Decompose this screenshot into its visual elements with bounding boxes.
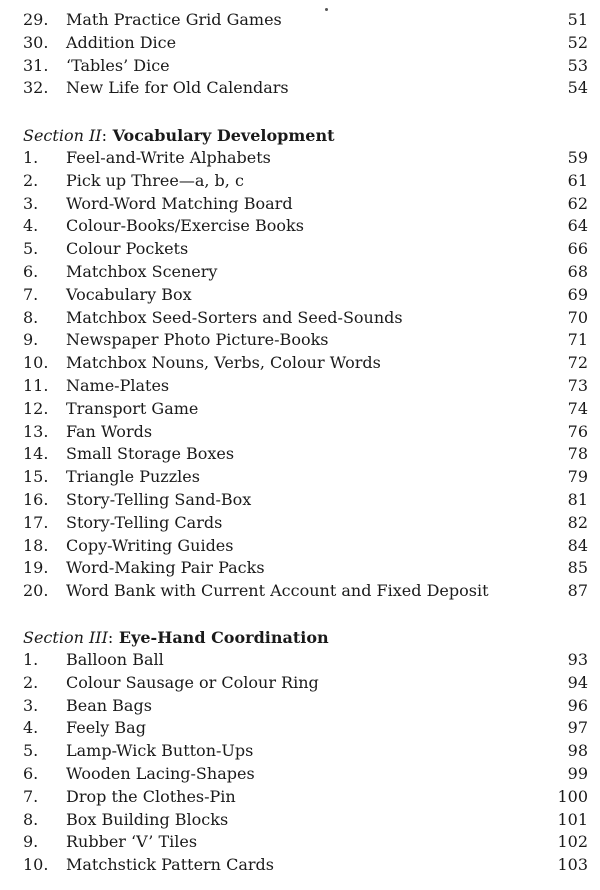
entry-page-number: 64	[567, 216, 588, 236]
entry-number: 7.	[23, 786, 39, 806]
entry-page-number: 66	[567, 239, 588, 259]
entry-title: Box Building Blocks	[66, 809, 229, 829]
entry-title: Small Storage Boxes	[66, 444, 235, 464]
toc-entry	[0, 763, 600, 786]
entry-title: ‘Tables’ Dice	[66, 55, 170, 75]
entry-title: Matchstick Pattern Cards	[66, 855, 274, 875]
entry-number: 18.	[23, 535, 49, 555]
entry-page-number: 79	[567, 467, 588, 487]
toc-entry	[0, 170, 600, 193]
toc-entry	[0, 809, 600, 832]
entry-title: Bean Bags	[66, 695, 152, 715]
entry-number: 10.	[23, 353, 49, 373]
section-label: Section III	[23, 628, 108, 647]
section-title: Vocabulary Development	[107, 126, 335, 145]
section-heading	[0, 124, 600, 147]
entry-page-number: 81	[567, 489, 588, 509]
entry-title: Word-Making Pair Packs	[66, 558, 265, 578]
toc-entry	[0, 352, 600, 375]
entry-number: 1.	[23, 650, 39, 669]
toc-entry	[0, 329, 600, 352]
toc-entry	[0, 147, 600, 170]
section-title: Eye-Hand Coordination	[113, 628, 329, 647]
entry-page-number: 87	[567, 581, 588, 601]
toc-entry	[0, 32, 600, 55]
entry-number: 6.	[23, 763, 39, 783]
toc-entry	[0, 466, 600, 489]
toc-entry	[0, 695, 600, 718]
vocabulary-list	[0, 147, 600, 603]
entry-number: 4.	[23, 718, 39, 738]
section-label: Section II	[23, 126, 102, 145]
entry-title: Fan Words	[66, 421, 153, 441]
entry-number: 9.	[23, 330, 39, 350]
entry-page-number: 101	[557, 809, 588, 829]
entry-page-number: 99	[567, 763, 588, 783]
toc-entry	[0, 717, 600, 740]
eye-hand-list	[0, 649, 600, 877]
entry-title: Colour Pockets	[66, 239, 189, 259]
toc-entry	[0, 261, 600, 284]
entry-page-number: 76	[567, 421, 588, 441]
entry-page-number: 102	[557, 832, 588, 852]
entry-page-number: 69	[567, 284, 588, 304]
entry-title: Matchbox Nouns, Verbs, Colour Words	[66, 353, 381, 373]
entry-title: Word Bank with Current Account and Fixed Deposit	[66, 581, 489, 601]
entry-title: Rubber ‘V’ Tiles	[66, 832, 198, 852]
entry-page-number: 100	[557, 786, 588, 806]
toc-entry	[0, 854, 600, 877]
entry-title: Newspaper Photo Picture-Books	[66, 330, 329, 350]
toc-entry	[0, 9, 600, 32]
entry-number: 6.	[23, 261, 39, 281]
toc-entry	[0, 580, 600, 603]
section-eye-hand-coordination	[0, 626, 600, 877]
entry-title: Colour Sausage or Colour Ring	[66, 672, 319, 692]
toc-entry	[0, 238, 600, 261]
entry-number: 12.	[23, 398, 49, 418]
entry-page-number: 71	[567, 330, 588, 350]
entry-title: Lamp-Wick Button-Ups	[66, 741, 254, 761]
toc-entry	[0, 535, 600, 558]
toc-entry	[0, 786, 600, 809]
entry-number: 15.	[23, 467, 49, 487]
entry-title: Feely Bag	[66, 718, 146, 738]
toc-entry	[0, 398, 600, 421]
toc-entry	[0, 55, 600, 78]
entry-page-number: 84	[567, 535, 588, 555]
entry-page-number: 94	[567, 672, 588, 692]
entry-number: 7.	[23, 284, 39, 304]
entry-number: 31.	[23, 55, 49, 75]
section-colon: :	[107, 628, 114, 647]
entry-number: 13.	[23, 421, 49, 441]
entry-page-number: 62	[567, 193, 588, 213]
entry-title: Math Practice Grid Games	[66, 10, 282, 29]
entry-number: 5.	[23, 741, 39, 761]
entry-title: Story-Telling Cards	[66, 512, 223, 532]
toc-entry	[0, 831, 600, 854]
entry-number: 1.	[23, 148, 39, 167]
entry-page-number: 53	[567, 55, 588, 75]
entry-number: 29.	[23, 10, 49, 29]
entry-page-number: 52	[567, 32, 588, 52]
entry-title: Colour-Books/Exercise Books	[66, 216, 304, 236]
section-heading	[0, 626, 600, 649]
entry-page-number: 68	[567, 261, 588, 281]
entry-title: Copy-Writing Guides	[66, 535, 234, 555]
entry-page-number: 59	[567, 148, 588, 167]
entry-page-number: 51	[567, 10, 588, 29]
toc-entry	[0, 421, 600, 444]
entry-title: Name-Plates	[66, 375, 170, 395]
entry-page-number: 96	[567, 695, 588, 715]
toc-entry	[0, 215, 600, 238]
entry-page-number: 70	[567, 307, 588, 327]
entry-title: Matchbox Scenery	[66, 261, 218, 281]
entry-page-number: 72	[567, 353, 588, 373]
entry-page-number: 98	[567, 741, 588, 761]
entry-number: 2.	[23, 672, 39, 692]
section-continued	[0, 9, 600, 100]
toc-entry	[0, 740, 600, 763]
entry-page-number: 73	[567, 375, 588, 395]
toc-entry	[0, 672, 600, 695]
entry-number: 3.	[23, 193, 39, 213]
entry-number: 14.	[23, 444, 49, 464]
entry-title: Feel-and-Write Alphabets	[66, 148, 271, 167]
entry-number: 2.	[23, 170, 39, 190]
toc-entry	[0, 557, 600, 580]
entry-title: Pick up Three—a, b, c	[66, 170, 244, 190]
entry-number: 4.	[23, 216, 39, 236]
entry-page-number: 78	[567, 444, 588, 464]
entry-number: 5.	[23, 239, 39, 259]
toc-entry	[0, 284, 600, 307]
section-colon: :	[101, 126, 107, 145]
entry-number: 8.	[23, 307, 39, 327]
entry-number: 10.	[23, 855, 49, 875]
continued-list	[0, 9, 600, 100]
entry-page-number: 61	[567, 170, 588, 190]
toc-entry	[0, 375, 600, 398]
entry-page-number: 97	[567, 718, 588, 738]
entry-title: Wooden Lacing-Shapes	[66, 763, 255, 783]
entry-number: 9.	[23, 832, 39, 852]
entry-title: Drop the Clothes-Pin	[66, 786, 236, 806]
toc-entry	[0, 77, 600, 100]
entry-number: 19.	[23, 558, 49, 578]
entry-title: Matchbox Seed-Sorters and Seed-Sounds	[66, 307, 403, 327]
entry-number: 3.	[23, 695, 39, 715]
entry-page-number: 74	[567, 398, 588, 418]
entry-title: Transport Game	[66, 398, 199, 418]
entry-number: 16.	[23, 489, 49, 509]
section-vocabulary-development	[0, 124, 600, 603]
entry-page-number: 93	[567, 650, 588, 669]
entry-number: 17.	[23, 512, 49, 532]
entry-page-number: 54	[567, 78, 588, 98]
entry-page-number: 82	[567, 512, 588, 532]
entry-number: 20.	[23, 581, 49, 601]
toc-entry	[0, 512, 600, 535]
entry-number: 11.	[23, 375, 49, 395]
entry-title: New Life for Old Calendars	[66, 78, 289, 98]
entry-title: Word-Word Matching Board	[66, 193, 293, 213]
toc-entry	[0, 193, 600, 216]
toc-entry	[0, 307, 600, 330]
entry-title: Triangle Puzzles	[66, 467, 200, 487]
entry-title: Story-Telling Sand-Box	[66, 489, 252, 509]
entry-title: Balloon Ball	[66, 650, 164, 669]
entry-number: 8.	[23, 809, 39, 829]
toc-entry	[0, 649, 600, 672]
entry-page-number: 103	[557, 855, 588, 875]
toc-entry	[0, 443, 600, 466]
entry-page-number: 85	[567, 558, 588, 578]
entry-number: 32.	[23, 78, 49, 98]
entry-title: Vocabulary Box	[66, 284, 192, 304]
entry-number: 30.	[23, 32, 49, 52]
toc-entry	[0, 489, 600, 512]
entry-title: Addition Dice	[66, 32, 177, 52]
